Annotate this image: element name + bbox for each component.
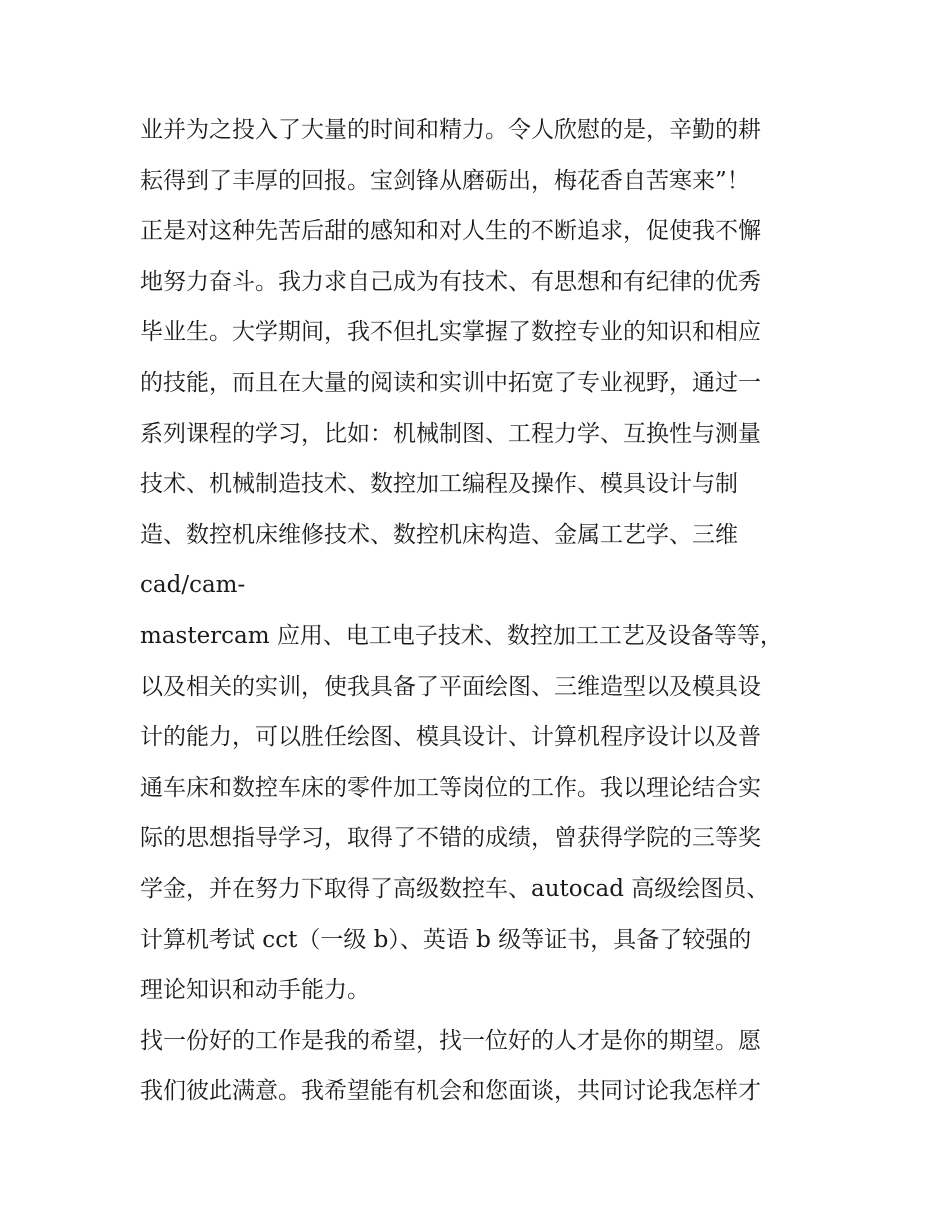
text-line: 业并为之投入了大量的时间和精力。令人欣慰的是，辛勤的耕 xyxy=(140,117,761,143)
text-line: 地努力奋斗。我力求自己成为有技术、有思想和有纪律的优秀 xyxy=(140,268,761,295)
text-line: 计的能力，可以胜任绘图、模具设计、计算机程序设计以及普 xyxy=(140,724,761,751)
text-line: 造、数控机床维修技术、数控机床构造、金属工艺学、三维 xyxy=(140,521,738,548)
text-line: 毕业生。大学期间，我不但扎实掌握了数控专业的知识和相应 xyxy=(140,319,761,346)
text-line: 耘得到了丰厚的回报。宝剑锋从磨砺出，梅花香自苦寒来”！ xyxy=(140,167,750,194)
body-text xyxy=(140,105,840,1117)
text-line: 的技能，而且在大量的阅读和实训中拓宽了专业视野，通过一 xyxy=(140,369,761,396)
text-line: 技术、机械制造技术、数控加工编程及操作、模具设计与制 xyxy=(140,471,738,498)
text-line: 我们彼此满意。我希望能有机会和您面谈，共同讨论我怎样才 xyxy=(140,1078,761,1105)
text-line: 以及相关的实训，使我具备了平面绘图、三维造型以及模具设 xyxy=(140,673,761,700)
text-line: 学金，并在努力下取得了高级数控车、autocad 高级绘图员、 xyxy=(140,875,770,902)
text-line: 理论知识和动手能力。 xyxy=(140,977,370,1004)
text-line: 正是对这种先苦后甜的感知和对人生的不断追求，促使我不懈 xyxy=(140,218,761,245)
text-line: mastercam 应用、电工电子技术、数控加工工艺及设备等等， xyxy=(140,622,783,649)
text-line: 通车床和数控车床的零件加工等岗位的工作。我以理论结合实 xyxy=(140,774,761,801)
text-line: 计算机考试 cct（一级 b）、英语 b 级等证书，具备了较强的 xyxy=(140,926,752,953)
text-line: 际的思想指导学习，取得了不错的成绩，曾获得学院的三等奖 xyxy=(140,825,761,852)
text-line: 找一份好的工作是我的希望，找一位好的人才是你的期望。愿 xyxy=(140,1027,761,1054)
text-line: cad/cam- xyxy=(140,572,246,599)
text-line: 系列课程的学习，比如：机械制图、工程力学、互换性与测量 xyxy=(140,420,761,447)
